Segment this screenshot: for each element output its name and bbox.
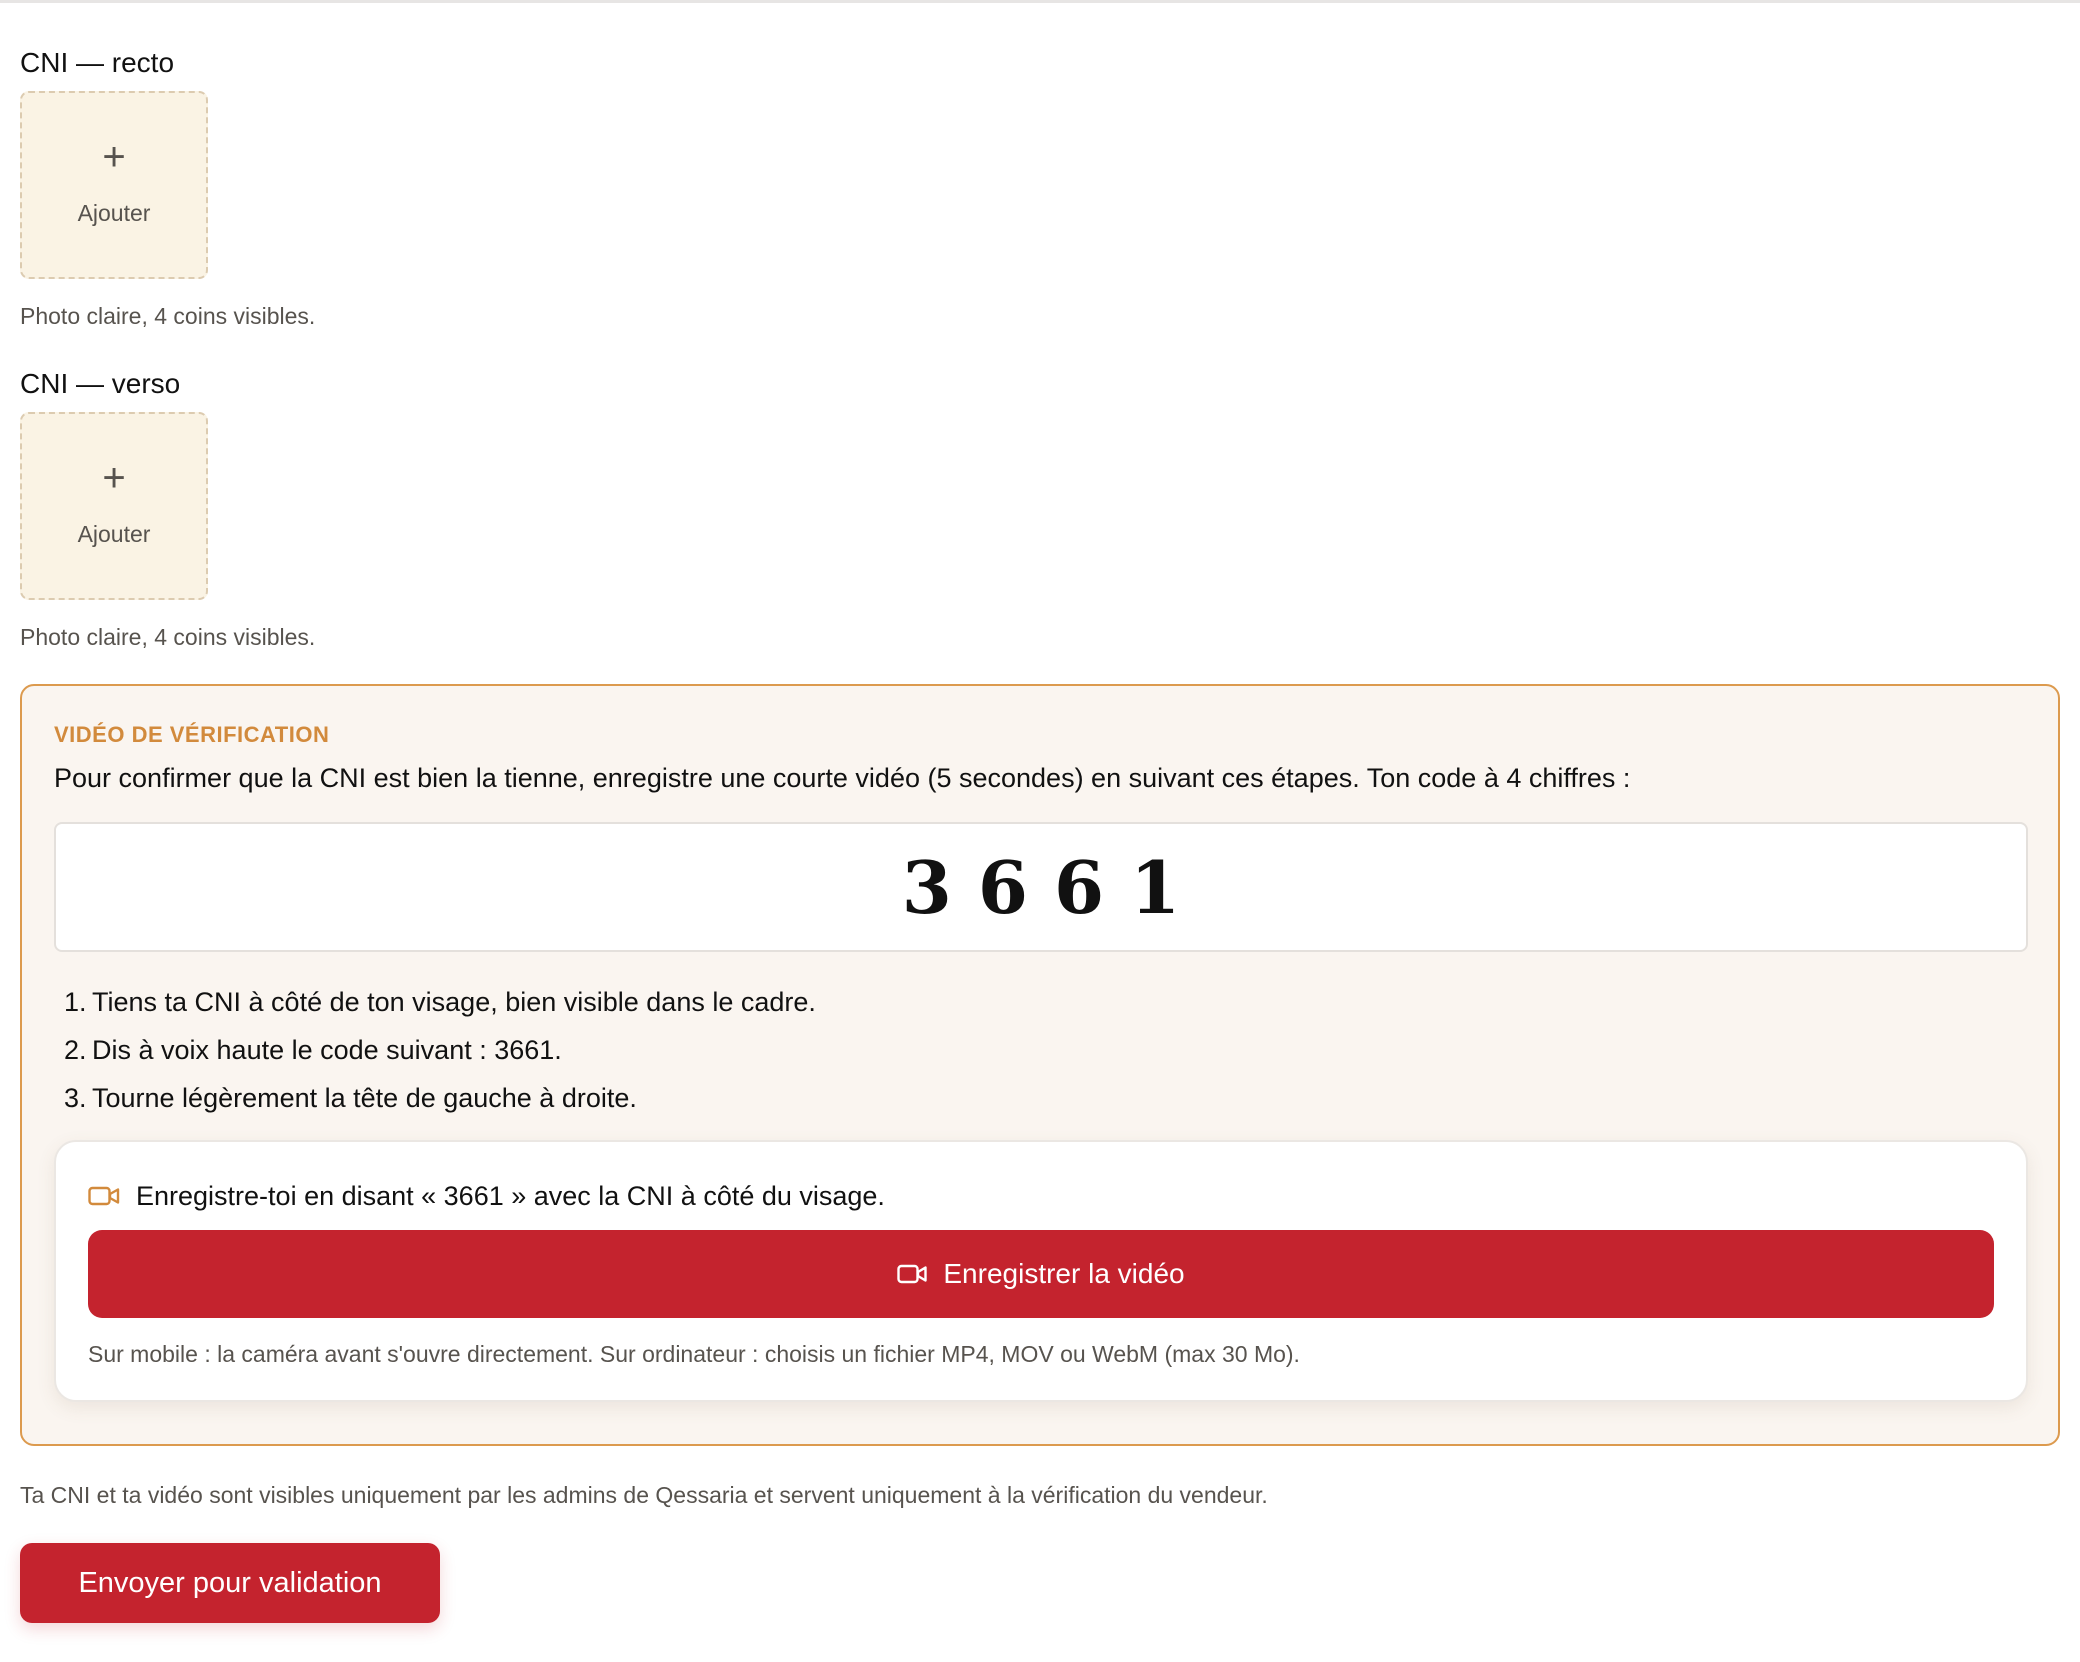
video-camera-icon (88, 1186, 120, 1206)
record-instruction (88, 1178, 885, 1214)
recto-upload-tile[interactable] (20, 91, 208, 279)
video-steps-list (64, 978, 816, 1122)
verso-upload-tile[interactable] (20, 412, 208, 600)
step-item: 1. Tiens ta CNI à côté de ton visage, bien visible dans le cadre. (64, 987, 816, 1017)
verification-code: 3661 (901, 845, 1207, 930)
verso-label: CNI — verso (20, 368, 181, 399)
video-section-title: VIDÉO DE VÉRIFICATION (54, 722, 330, 747)
verso-upload-label: Ajouter (77, 521, 151, 547)
step-item: 2. Dis à voix haute le code suivant : 3661. (64, 1035, 562, 1065)
video-verification-card (20, 684, 2060, 1446)
submit-button-label: Envoyer pour validation (78, 1567, 382, 1599)
record-format-note: Sur mobile : la caméra avant s'ouvre directement. Sur ordinateur : choisis un fichier MP4, MOV ou WebM (max 30 Mo). (88, 1341, 1300, 1367)
privacy-note: Ta CNI et ta vidéo sont visibles uniquement par les admins de Qessaria et servent uniquement à la vérification du vendeur. (20, 1482, 1268, 1508)
record-panel (54, 1140, 2028, 1402)
plus-icon: + (102, 456, 126, 500)
video-camera-icon (897, 1264, 927, 1284)
record-video-button[interactable] (88, 1230, 1994, 1318)
submit-for-validation-button[interactable] (20, 1543, 440, 1623)
verso-hint: Photo claire, 4 coins visibles. (20, 624, 316, 650)
video-intro-text: Pour confirmer que la CNI est bien la tienne, enregistre une courte vidéo (5 secondes) en suivant ces étapes. Ton code à 4 chiffres : (54, 763, 1631, 793)
top-divider (0, 0, 2080, 3)
record-instruction-text: Enregistre-toi en disant « 3661 » avec la CNI à côté du visage. (136, 1181, 885, 1211)
recto-label: CNI — recto (20, 47, 175, 78)
recto-hint: Photo claire, 4 coins visibles. (20, 303, 316, 329)
step-item: 3. Tourne légèrement la tête de gauche à droite. (64, 1083, 637, 1113)
record-video-button-label: Enregistrer la vidéo (943, 1258, 1185, 1289)
recto-upload-label: Ajouter (77, 200, 151, 226)
verification-code-box (54, 822, 2028, 952)
plus-icon: + (102, 135, 126, 179)
